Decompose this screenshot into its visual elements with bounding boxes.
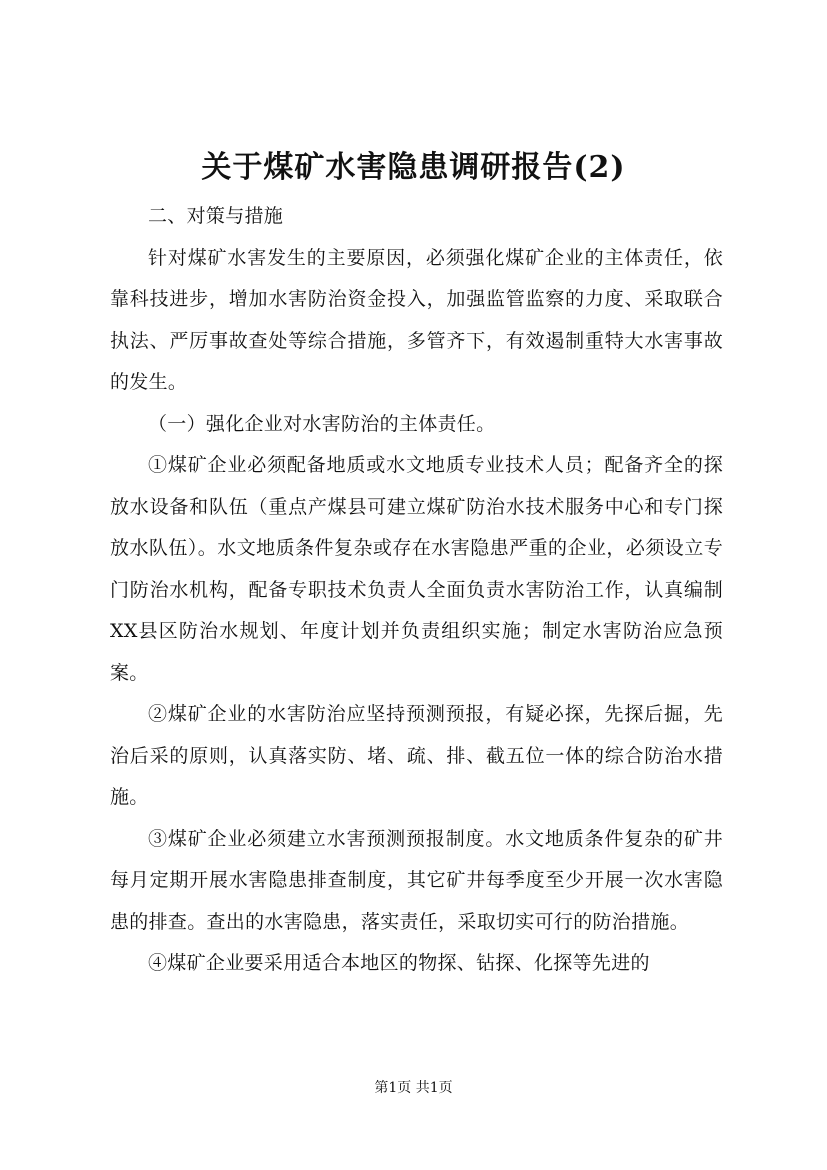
paragraph-intro: 针对煤矿水害发生的主要原因，必须强化煤矿企业的主体责任，依靠科技进步，增加水害防治资金投入，加强监管监察的力度、采取联合执法、严厉事故查处等综合措施，多管齐下，有效遏制重特大水害事故的发生。	[110, 246, 723, 393]
paragraph-item-1: ①煤矿企业必须配备地质或水文地质专业技术人员；配备齐全的探放水设备和队伍（重点产煤县可建立煤矿防治水技术服务中心和专门探放水队伍）。水文地质条件复杂或存在水害隐患严重的企业，必须设立专门防治水机构，配备专职技术负责人全面负责水害防治工作，认真编制XX县区防治水规划、年度计划并负责组织实施；制定水害防治应急预案。	[110, 454, 723, 684]
document-body	[110, 196, 723, 985]
section-heading: 二、对策与措施	[148, 205, 284, 227]
subsection-heading: （一）强化企业对水害防治的主体责任。	[148, 412, 496, 435]
paragraph-item-3: ③煤矿企业必须建立水害预测预报制度。水文地质条件复杂的矿井每月定期开展水害隐患排查制度，其它矿井每季度至少开展一次水害隐患的排查。查出的水害隐患，落实责任，采取切实可行的防治措施。	[110, 827, 723, 933]
document-title: 关于煤矿水害隐患调研报告(2)	[201, 150, 626, 185]
paragraph-item-4: ④煤矿企业要采用适合本地区的物探、钻探、化探等先进的	[148, 952, 650, 974]
paragraph-item-2: ②煤矿企业的水害防治应坚持预测预报，有疑必探，先探后掘，先治后采的原则，认真落实防、堵、疏、排、截五位一体的综合防治水措施。	[110, 703, 723, 808]
page-footer: 第1页 共1页	[374, 1080, 453, 1096]
